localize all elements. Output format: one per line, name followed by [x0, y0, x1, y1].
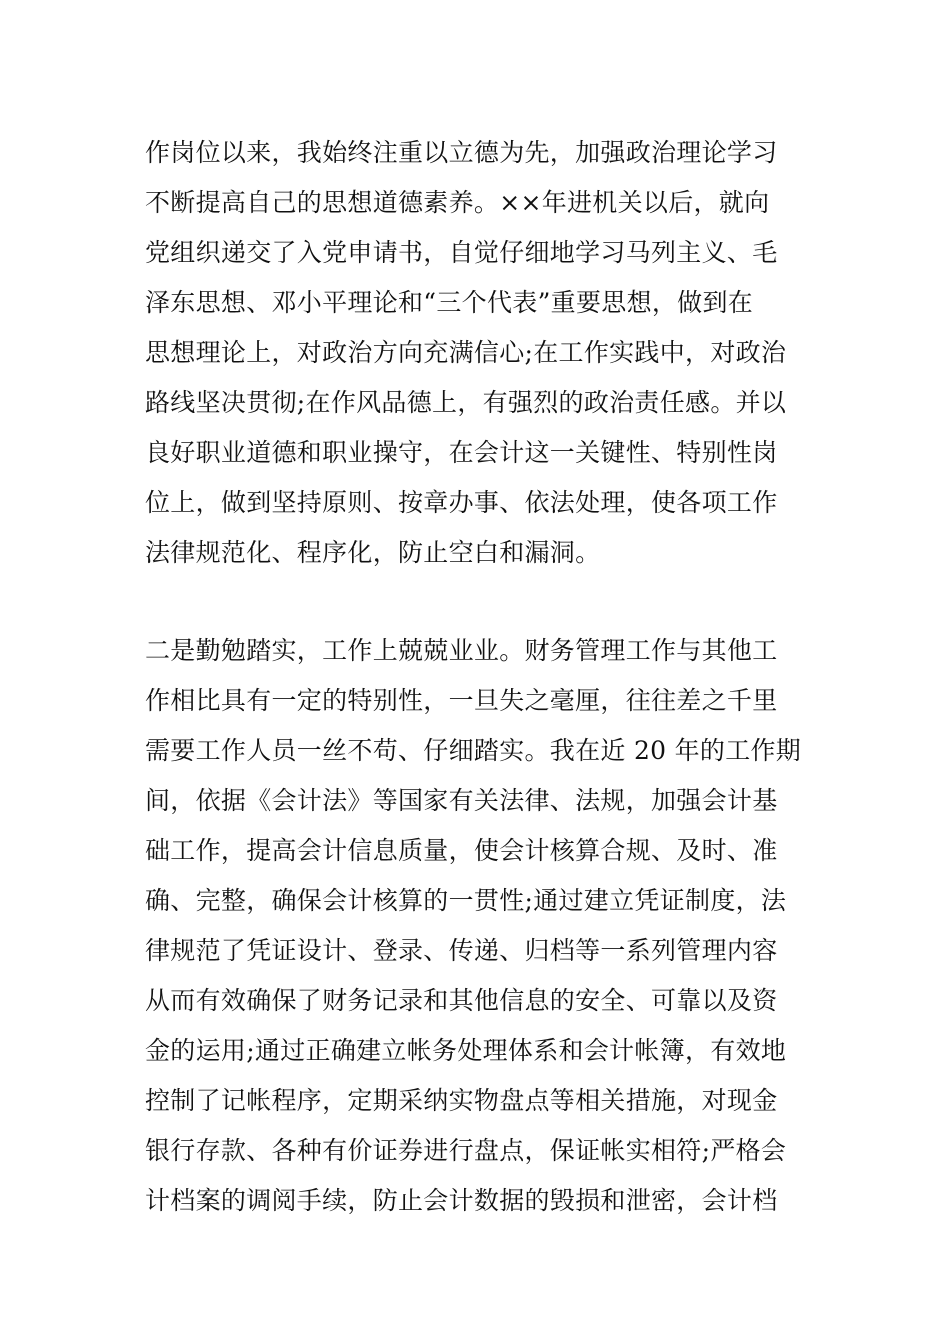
text-line: 础工作，提高会计信息质量，使会计核算合规、及时、准	[145, 836, 778, 865]
text-line: 间，依据《会计法》等国家有关法律、法规，加强会计基	[145, 786, 778, 815]
text-line: 需要工作人员一丝不苟、仔细踏实。我在近 20 年的工作期	[145, 736, 802, 765]
text-line: 法律规范化、程序化，防止空白和漏洞。	[145, 538, 601, 567]
text-line: 位上，做到坚持原则、按章办事、依法处理，使各项工作	[145, 488, 778, 517]
document-body	[145, 128, 815, 1226]
text-line: 党组织递交了入党申请书，自觉仔细地学习马列主义、毛	[145, 238, 778, 267]
text-line: 不断提高自己的思想道德素养。××年进机关以后，就向	[145, 188, 770, 217]
text-line: 金的运用;通过正确建立帐务处理体系和会计帐簿，有效地	[145, 1036, 787, 1065]
text-line: 泽东思想、邓小平理论和“三个代表”重要思想，做到在	[145, 288, 754, 317]
text-line: 从而有效确保了财务记录和其他信息的安全、可靠以及资	[145, 986, 778, 1015]
text-line: 作岗位以来，我始终注重以立德为先，加强政治理论学习	[145, 138, 778, 167]
text-line: 计档案的调阅手续，防止会计数据的毁损和泄密，会计档	[145, 1186, 778, 1215]
text-line: 二是勤勉踏实，工作上兢兢业业。财务管理工作与其他工	[145, 636, 778, 665]
text-line: 良好职业道德和职业操守，在会计这一关键性、特别性岗	[145, 438, 778, 467]
text-line: 路线坚决贯彻;在作风品德上，有强烈的政治责任感。并以	[145, 388, 787, 417]
paragraph-1	[145, 128, 815, 578]
paragraph-spacer	[145, 578, 815, 626]
text-line: 控制了记帐程序，定期采纳实物盘点等相关措施，对现金	[145, 1086, 778, 1115]
paragraph-2	[145, 626, 815, 1226]
text-line: 作相比具有一定的特别性，一旦失之毫厘，往往差之千里	[145, 686, 778, 715]
text-line: 银行存款、各种有价证券进行盘点，保证帐实相符;严格会	[145, 1136, 787, 1165]
text-line: 确、完整，确保会计核算的一贯性;通过建立凭证制度，法	[145, 886, 787, 915]
text-line: 律规范了凭证设计、登录、传递、归档等一系列管理内容	[145, 936, 778, 965]
text-line: 思想理论上，对政治方向充满信心;在工作实践中，对政治	[145, 338, 787, 367]
